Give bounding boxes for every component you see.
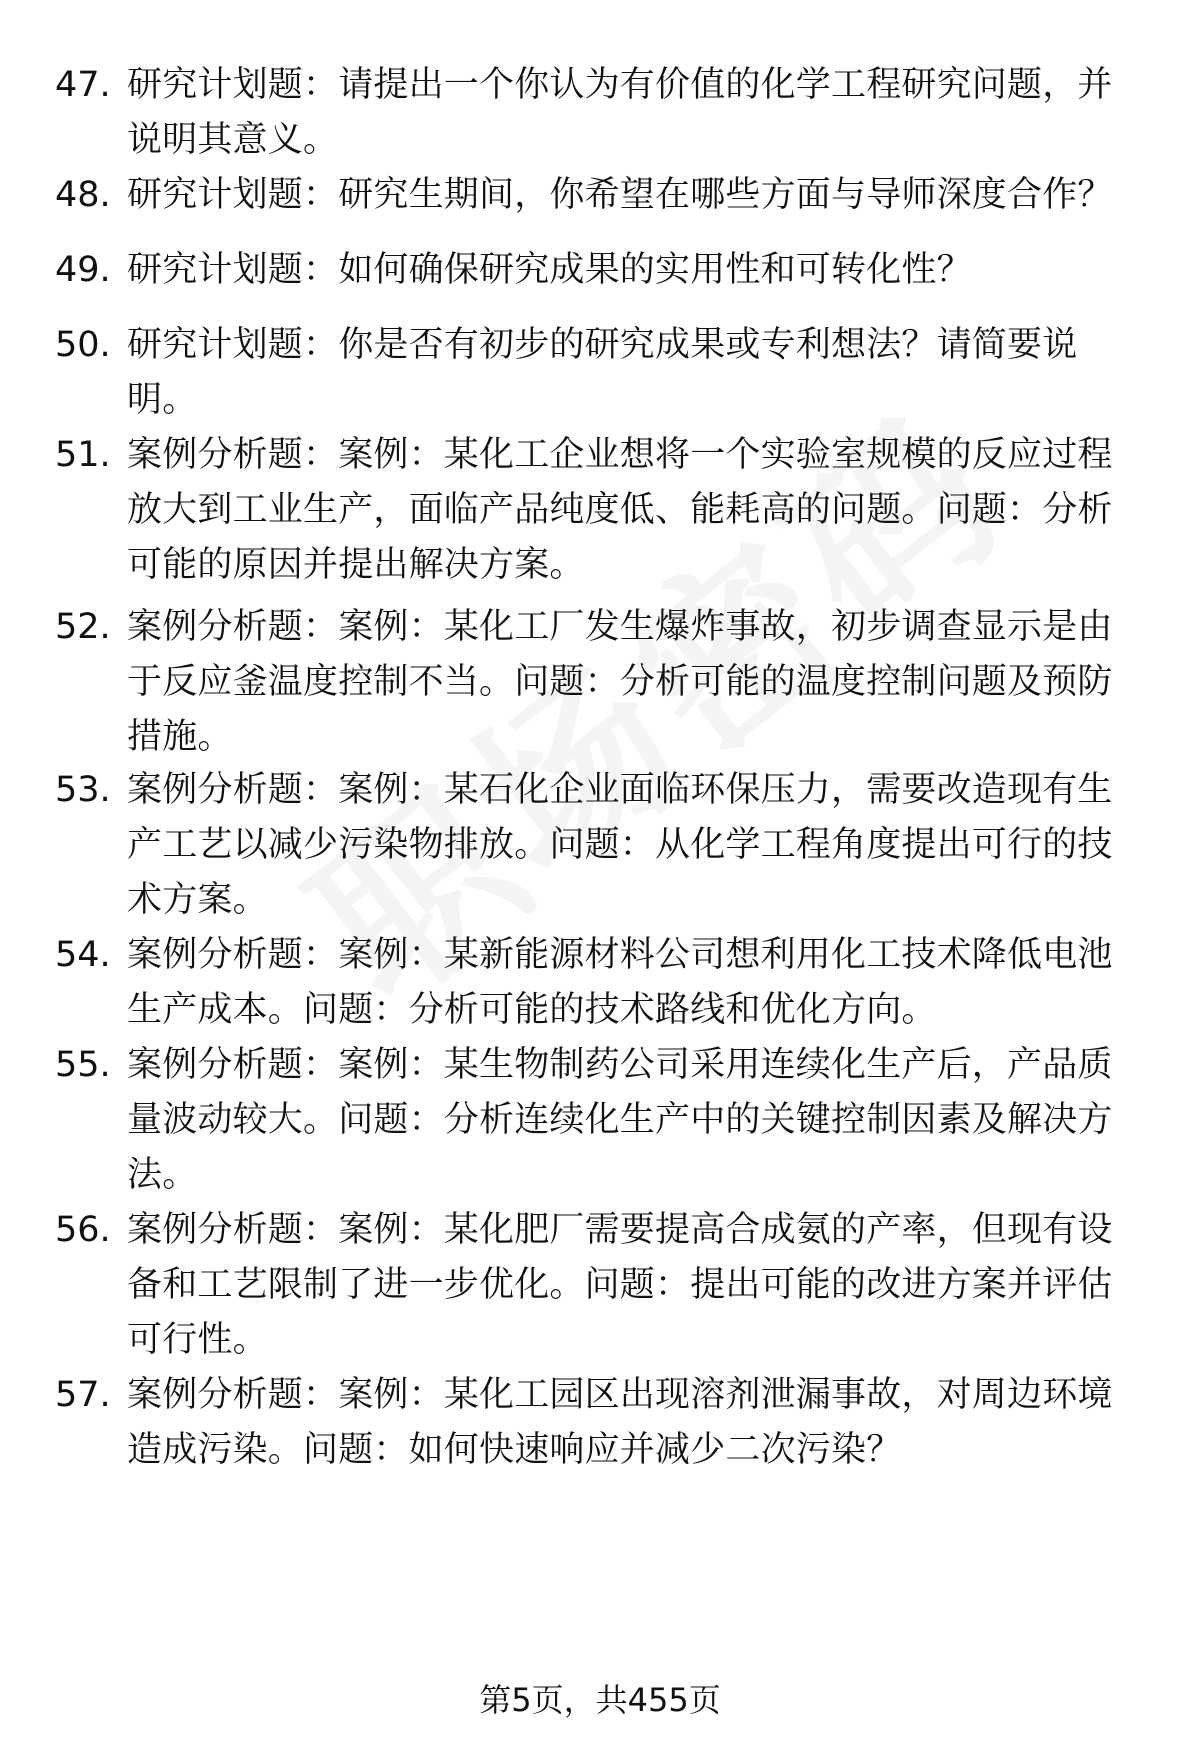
question-text: 案例分析题：案例：某生物制药公司采用连续化生产后，产品质量波动较大。问题：分析连续化生产中的关键控制因素及解决方法。	[127, 1045, 1113, 1195]
question-number: 50.	[55, 325, 111, 365]
question-number: 52.	[55, 607, 111, 647]
question-number: 51.	[55, 435, 111, 475]
question-number: 48.	[55, 175, 111, 215]
question-number: 53.	[55, 770, 111, 810]
question-number: 49.	[55, 250, 111, 290]
question-text: 研究计划题：研究生期间，你希望在哪些方面与导师深度合作？	[127, 175, 1113, 215]
question-text: 案例分析题：案例：某新能源材料公司想利用化工技术降低电池生产成本。问题：分析可能的技术路线和优化方向。	[127, 935, 1113, 1030]
question-text: 案例分析题：案例：某石化企业面临环保压力，需要改造现有生产工艺以减少污染物排放。问题：从化学工程角度提出可行的技术方案。	[127, 770, 1113, 920]
question-number: 54.	[55, 935, 111, 975]
question-text: 研究计划题：请提出一个你认为有价值的化学工程研究问题，并说明其意义。	[127, 65, 1113, 160]
question-number: 57.	[55, 1375, 111, 1415]
question-text: 案例分析题：案例：某化肥厂需要提高合成氨的产率，但现有设备和工艺限制了进一步优化。问题：提出可能的改进方案并评估可行性。	[127, 1210, 1113, 1360]
question-text: 案例分析题：案例：某化工园区出现溶剂泄漏事故，对周边环境造成污染。问题：如何快速响应并减少二次污染？	[127, 1375, 1113, 1470]
question-text: 案例分析题：案例：某化工厂发生爆炸事故，初步调查显示是由于反应釜温度控制不当。问题：分析可能的温度控制问题及预防措施。	[127, 607, 1113, 757]
question-text: 研究计划题：如何确保研究成果的实用性和可转化性？	[127, 250, 972, 290]
question-text: 研究计划题：你是否有初步的研究成果或专利想法？请简要说明。	[127, 325, 1078, 420]
question-text: 案例分析题：案例：某化工企业想将一个实验室规模的反应过程放大到工业生产，面临产品纯度低、能耗高的问题。问题：分析可能的原因并提出解决方案。	[127, 435, 1113, 585]
question-number: 55.	[55, 1045, 111, 1085]
page-number-footer: 第5页，共455页	[479, 1681, 721, 1719]
question-number: 56.	[55, 1210, 111, 1250]
question-number: 47.	[55, 65, 111, 105]
